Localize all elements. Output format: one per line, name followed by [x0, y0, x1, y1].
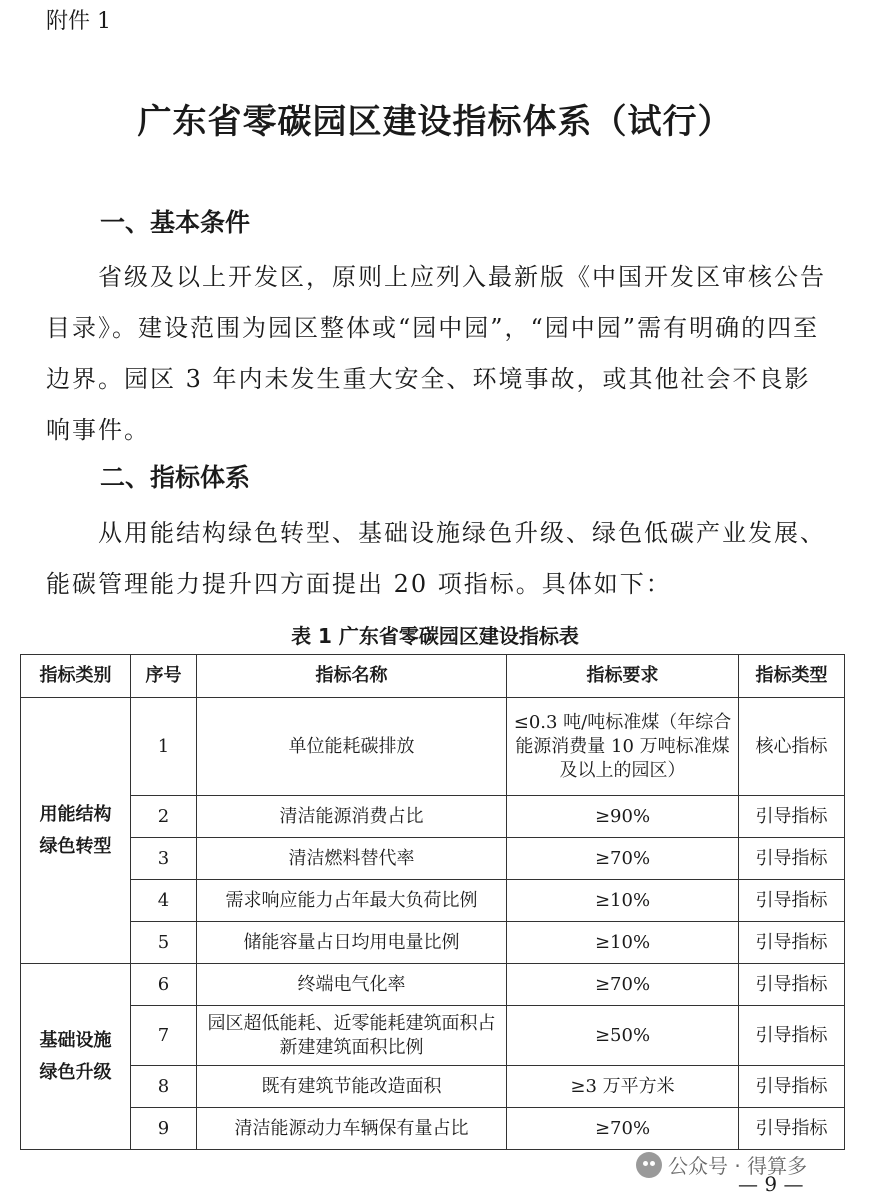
row-number: 8 — [131, 1066, 197, 1108]
table-row — [21, 964, 845, 1006]
table-row — [21, 1006, 845, 1066]
row-number: 9 — [131, 1108, 197, 1150]
table-row — [21, 880, 845, 922]
row-name: 园区超低能耗、近零能耗建筑面积占新建建筑面积比例 — [197, 1006, 507, 1066]
row-number: 1 — [131, 698, 197, 796]
row-name: 清洁能源消费占比 — [197, 796, 507, 838]
row-requirement: ≥10% — [507, 880, 739, 922]
row-type: 引导指标 — [739, 796, 845, 838]
header-category: 指标类别 — [21, 655, 131, 698]
attachment-label: 附件 1 — [46, 9, 111, 34]
table-row — [21, 1108, 845, 1150]
table-row — [21, 698, 845, 796]
row-type: 引导指标 — [739, 1066, 845, 1108]
section2-paragraph: 从用能结构绿色转型、基础设施绿色升级、绿色低碳产业发展、能碳管理能力提升四方面提出 20 项指标。具体如下： — [46, 519, 826, 598]
header-type: 指标类型 — [739, 655, 845, 698]
row-requirement: ≥70% — [507, 1108, 739, 1150]
row-name: 需求响应能力占年最大负荷比例 — [197, 880, 507, 922]
section2-text — [46, 508, 826, 610]
table-row — [21, 838, 845, 880]
row-number: 7 — [131, 1006, 197, 1066]
row-number: 4 — [131, 880, 197, 922]
row-name: 储能容量占日均用电量比例 — [197, 922, 507, 964]
row-requirement: ≥90% — [507, 796, 739, 838]
table-row — [21, 922, 845, 964]
row-number: 3 — [131, 838, 197, 880]
table-caption: 表 1 广东省零碳园区建设指标表 — [291, 624, 579, 648]
row-number: 2 — [131, 796, 197, 838]
header-name: 指标名称 — [197, 655, 507, 698]
row-requirement: ≥70% — [507, 838, 739, 880]
page-number: — 9 — — [738, 1172, 804, 1196]
row-name: 终端电气化率 — [197, 964, 507, 1006]
row-type: 引导指标 — [739, 1006, 845, 1066]
row-type: 引导指标 — [739, 1108, 845, 1150]
row-type: 引导指标 — [739, 964, 845, 1006]
indicator-table — [20, 654, 845, 1150]
row-type: 核心指标 — [739, 698, 845, 796]
row-requirement: ≤0.3 吨/吨标准煤（年综合能源消费量 10 万吨标准煤及以上的园区） — [507, 698, 739, 796]
section2-heading: 二、指标体系 — [100, 463, 251, 492]
row-requirement: ≥10% — [507, 922, 739, 964]
watermark-text: 公众号 · 得算多 — [668, 1154, 808, 1178]
row-name: 清洁能源动力车辆保有量占比 — [197, 1108, 507, 1150]
row-number: 5 — [131, 922, 197, 964]
table-header-row — [21, 655, 845, 698]
row-requirement: ≥3 万平方米 — [507, 1066, 739, 1108]
category-cell: 用能结构 绿色转型 — [21, 698, 131, 964]
category-cell: 基础设施 绿色升级 — [21, 964, 131, 1150]
row-name: 清洁燃料替代率 — [197, 838, 507, 880]
row-number: 6 — [131, 964, 197, 1006]
row-type: 引导指标 — [739, 922, 845, 964]
header-number: 序号 — [131, 655, 197, 698]
row-type: 引导指标 — [739, 880, 845, 922]
row-name: 单位能耗碳排放 — [197, 698, 507, 796]
section1-heading: 一、基本条件 — [100, 208, 251, 237]
table-row — [21, 1066, 845, 1108]
row-requirement: ≥50% — [507, 1006, 739, 1066]
row-type: 引导指标 — [739, 838, 845, 880]
header-requirement: 指标要求 — [507, 655, 739, 698]
row-requirement: ≥70% — [507, 964, 739, 1006]
wechat-icon — [636, 1152, 662, 1178]
row-name: 既有建筑节能改造面积 — [197, 1066, 507, 1108]
section1-text — [46, 252, 826, 456]
section1-paragraph: 省级及以上开发区，原则上应列入最新版《中国开发区审核公告目录》。建设范围为园区整体或“园中园”，“园中园”需有明确的四至边界。园区 3 年内未发生重大安全、环境事故，或其他社会不良影响事件。 — [46, 263, 826, 444]
document-title: 广东省零碳园区建设指标体系（试行） — [137, 102, 733, 142]
table-row — [21, 796, 845, 838]
